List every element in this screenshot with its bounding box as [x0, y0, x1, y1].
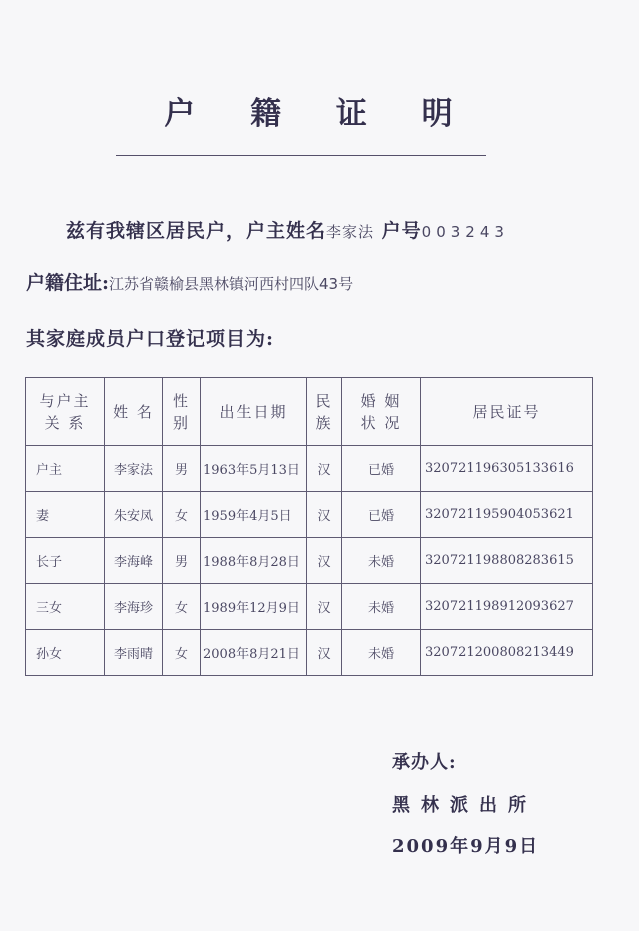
table-row	[26, 492, 593, 538]
cell-id: 320721200808213449	[421, 630, 593, 676]
header-birth: 出生日期	[201, 378, 307, 446]
cell-marital: 已婚	[342, 492, 421, 538]
members-heading: 其家庭成员户口登记项目为:	[26, 328, 275, 350]
cell-id: 320721198808283615	[421, 538, 593, 584]
cell-gender: 男	[163, 538, 201, 584]
address-line	[26, 268, 353, 295]
cell-ethnicity: 汉	[307, 630, 342, 676]
cell-gender: 女	[163, 492, 201, 538]
document-title: 户 籍 证 明	[164, 96, 475, 132]
header-id: 居民证号	[421, 378, 593, 446]
table-row	[26, 538, 593, 584]
title-underline	[116, 155, 486, 156]
cell-relation: 长子	[26, 538, 105, 584]
household-no: 003243	[421, 223, 509, 241]
cell-ethnicity: 汉	[307, 492, 342, 538]
cell-relation: 户主	[26, 446, 105, 492]
table-row	[26, 584, 593, 630]
header-marital: 婚 姻 状 况	[342, 378, 421, 446]
cell-ethnicity: 汉	[307, 538, 342, 584]
cell-birth: 1963年5月13日	[201, 446, 307, 492]
intro-prefix: 兹有我辖区居民户，户主姓名	[66, 220, 327, 242]
header-name: 姓 名	[105, 378, 163, 446]
cell-marital: 未婚	[342, 630, 421, 676]
cell-gender: 女	[163, 584, 201, 630]
cell-name: 朱安凤	[105, 492, 163, 538]
cell-relation: 三女	[26, 584, 105, 630]
issuing-office: 黑林派出所	[392, 795, 537, 816]
cell-gender: 男	[163, 446, 201, 492]
cell-birth: 1989年12月9日	[201, 584, 307, 630]
cell-marital: 未婚	[342, 538, 421, 584]
header-relation: 与户主 关 系	[26, 378, 105, 446]
cell-birth: 1988年8月28日	[201, 538, 307, 584]
header-ethnicity: 民 族	[307, 378, 342, 446]
cell-id: 320721196305133616	[421, 446, 593, 492]
cell-gender: 女	[163, 630, 201, 676]
cell-ethnicity: 汉	[307, 584, 342, 630]
cell-marital: 未婚	[342, 584, 421, 630]
cell-relation: 妻	[26, 492, 105, 538]
members-table	[25, 377, 593, 676]
issue-date: 2009年9月9日	[392, 836, 540, 857]
cell-name: 李家法	[105, 446, 163, 492]
cell-id: 320721195904053621	[421, 492, 593, 538]
cell-relation: 孙女	[26, 630, 105, 676]
header-gender: 性 别	[163, 378, 201, 446]
cell-birth: 1959年4月5日	[201, 492, 307, 538]
address-value: 江苏省赣榆县黑林镇河西村四队43号	[109, 275, 354, 293]
table-row	[26, 630, 593, 676]
cell-id: 320721198912093627	[421, 584, 593, 630]
table-header-row	[26, 378, 593, 446]
cell-birth: 2008年8月21日	[201, 630, 307, 676]
handler-label: 承办人:	[392, 752, 457, 773]
cell-name: 李雨晴	[105, 630, 163, 676]
cell-ethnicity: 汉	[307, 446, 342, 492]
household-no-label: 户号	[381, 220, 422, 242]
householder-name: 李家法	[326, 223, 375, 241]
cell-name: 李海珍	[105, 584, 163, 630]
intro-line	[66, 216, 509, 243]
cell-marital: 已婚	[342, 446, 421, 492]
address-label: 户籍住址:	[26, 272, 110, 294]
cell-name: 李海峰	[105, 538, 163, 584]
table-row	[26, 446, 593, 492]
